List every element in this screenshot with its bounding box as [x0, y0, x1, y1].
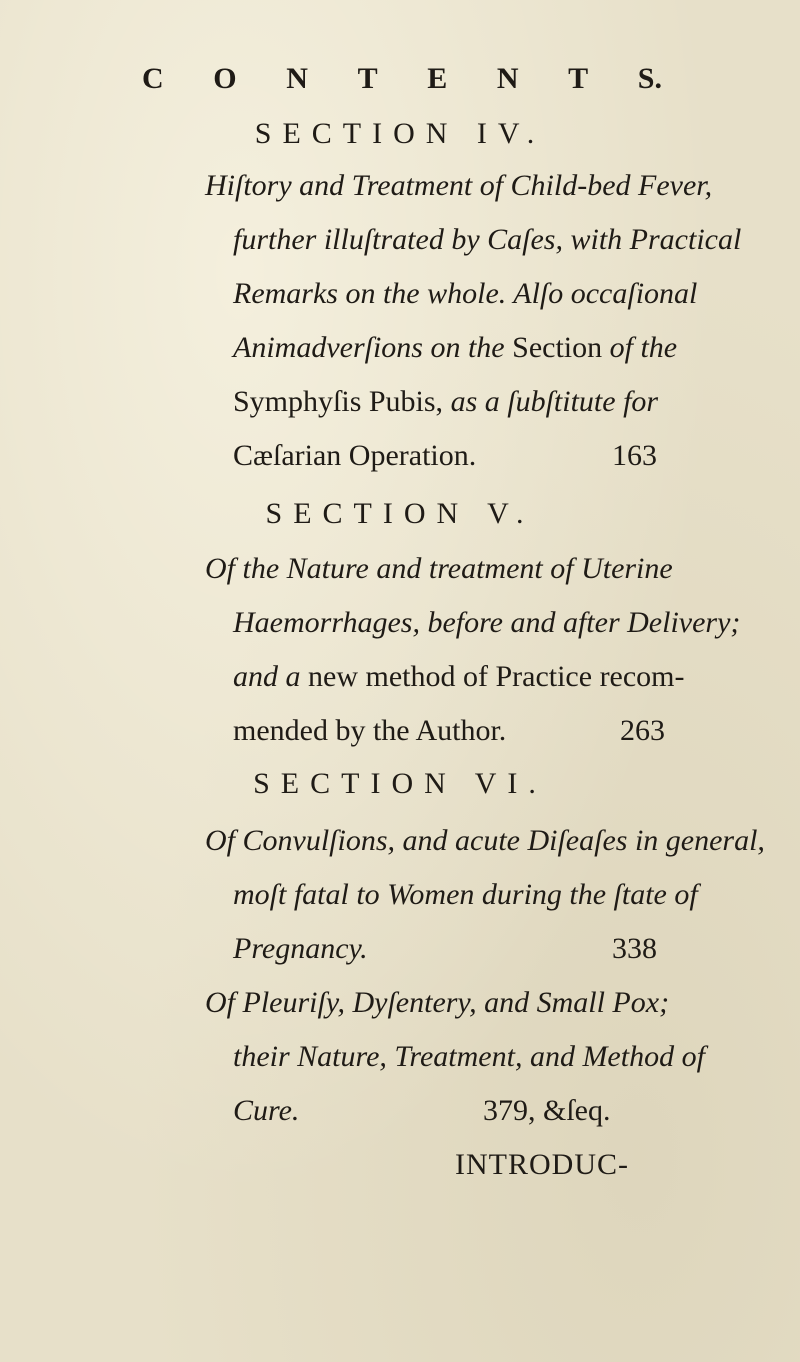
- line-segment: of the: [602, 331, 678, 364]
- page-number: 338: [612, 932, 657, 965]
- running-head-letter: N: [496, 62, 519, 95]
- contents-entry-line: [205, 168, 712, 204]
- line-segment: Section: [512, 331, 603, 364]
- running-head-letter: T: [357, 62, 378, 95]
- line-segment: Cure.: [233, 1094, 300, 1127]
- line-segment: and a: [233, 660, 308, 693]
- contents-entry-line: [205, 551, 673, 587]
- page-number: 263: [620, 714, 665, 747]
- section-heading: SECTION V.: [265, 497, 535, 530]
- running-head-letter: O: [213, 62, 237, 95]
- line-segment: new method of Practice recom-: [308, 660, 685, 693]
- contents-entry-line: [233, 659, 685, 695]
- line-segment: Of Convulſions, and acute Diſeaſes in general,: [205, 824, 765, 857]
- catchword: INTRODUC-: [455, 1148, 629, 1181]
- running-head-contents: [142, 62, 662, 96]
- contents-entry-line: [205, 985, 669, 1021]
- page-number: 163: [612, 439, 657, 472]
- contents-entry-line: [233, 330, 677, 366]
- contents-entry-line: [233, 438, 476, 474]
- contents-entry-line: [233, 1093, 299, 1129]
- line-segment: as a ſubſtitute for: [450, 385, 659, 418]
- page-number: 379, &ſeq.: [483, 1094, 611, 1127]
- line-segment: mended by the Author.: [233, 714, 507, 747]
- running-head-letter: T: [568, 62, 589, 95]
- running-head-letter: C: [142, 62, 164, 95]
- contents-entry-line: [233, 605, 740, 641]
- line-segment: moſt fatal to Women during the ſtate of: [233, 878, 698, 911]
- line-segment: further illuſtrated by Caſes, with Practical: [233, 223, 742, 256]
- line-segment: Of Pleuriſy, Dyſentery, and Small Pox;: [205, 986, 670, 1019]
- line-segment: Hiſtory and Treatment of Child-bed Fever,: [205, 169, 713, 202]
- running-head-letter: N: [286, 62, 308, 95]
- line-segment: Symphyſis Pubis,: [233, 385, 451, 418]
- contents-entry-line: [233, 713, 506, 749]
- contents-entry-line: [205, 823, 765, 859]
- running-head-letter: E: [427, 62, 448, 95]
- section-heading: SECTION IV.: [254, 117, 546, 150]
- running-head-letter: S.: [637, 62, 662, 95]
- line-segment: Animadverſions on the: [233, 331, 513, 364]
- line-segment: Remarks on the whole. Alſo occaſional: [233, 277, 698, 310]
- contents-entry-line: [233, 877, 698, 913]
- line-segment: Cæſarian Operation.: [233, 439, 477, 472]
- line-segment: Pregnancy.: [233, 932, 368, 965]
- contents-entry-line: [233, 1039, 705, 1075]
- section-heading: SECTION VI.: [253, 767, 547, 800]
- contents-entry-line: [233, 931, 368, 967]
- contents-entry-line: [233, 384, 658, 420]
- contents-entry-line: [233, 276, 697, 312]
- line-segment: Haemorrhages, before and after Delivery;: [233, 606, 741, 639]
- line-segment: Of the Nature and treatment of Uterine: [205, 552, 673, 585]
- line-segment: their Nature, Treatment, and Method of: [233, 1040, 705, 1073]
- contents-entry-line: [233, 222, 741, 258]
